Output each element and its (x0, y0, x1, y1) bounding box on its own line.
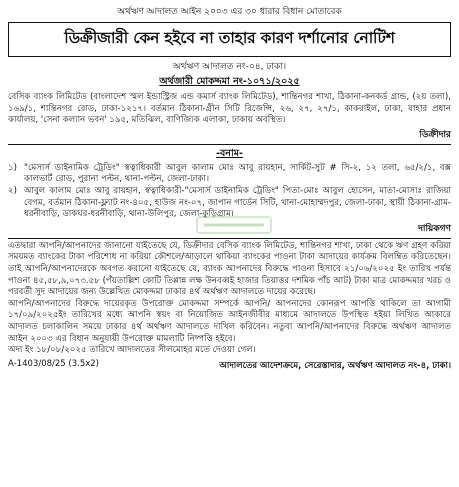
divider (8, 144, 451, 145)
footer (8, 359, 451, 373)
defendant-text: "মেসার্স ডাইনামিক ট্রেডিং" স্বত্বাধিকারী আবুল কালাম মোঃ আবু রায়হান, সার্কিট-সুট # সি-২, ১২ তলা, ৬৫/২/১, বক্স কালভার্ট রোড, পুরানা পল্টন, থানা-পল্টন, জেলা-ঢাকা। (24, 162, 451, 185)
plaintiff-details: বেসিক ব্যাংক লিমিটেড (বাংলাদেশ স্মল ইন্ডাস্ট্রিজ এন্ড কমার্স ব্যাংক লিমিটেড), শান্তিনগর শাখা, ঠিকানা-কনকর্ড গ্রান্ড, (২য় তলা), ১৬৯/১, শান্তিনগর রোড, ঢাকা-১২১৭। বর্তমান ঠিকানা-গ্রীন সিটি রিজেন্সি, ২৬, ২৭, ২৭/১, কাকরাইল, ঢাকা, যাহার প্রধান কার্যালয়, 'সেনা কল্যান ভবন' ১৯৫, মতিঝিল, বাণিজ্যিক এলাকা, ঢাকায় অবস্থিত। (8, 92, 451, 126)
defendant-text: আবুল কালাম মোঃ আবু রায়হান, স্বত্বাধিকারী-"মেসার্স ডাইনামিক ট্রেডিং" পিতা-মোঃ আবুল হোসেন, মাতা-মোসাঃ রাজিয়া বেগম, বর্তমান ঠিকানা-ফ্ল্যাট নং-৪০৫, হাউজ নং-০৭, জাপান গার্ডেন সিটি, থানা-মোহাম্মদপুর, জেলা-ঢাকা, স্থায়ী ঠিকানা-গ্রাম- ধরনীবাড়ি, ডাকঘর-ধরনীবাড়ি, থানা-উলিপুর, জেলা-কুড়িগ্রাম। (24, 185, 451, 220)
defendant-number: ১) (8, 162, 17, 173)
ad-code: A-1403/08/25 (3.5x2) (8, 358, 99, 369)
defendant-role: দায়িকগণ (418, 223, 451, 234)
divider (8, 238, 451, 239)
plaintiff-role: ডিক্রীদার (419, 129, 451, 140)
newspaper-watermark-logo (196, 214, 272, 236)
court-name: অর্থঋণ আদালত নং-০৪, ঢাকা। (172, 62, 287, 72)
defendant-number: ২) (8, 185, 17, 196)
law-reference: অর্থঋণ আদালত আইন ২০০৩ এর ৩০ ধারার বিধান মোতাবেক (117, 7, 342, 17)
notice-page (0, 4, 459, 487)
case-number: অর্থজারী মোকদ্দমা নং-১০৭১/২০২৫ (159, 76, 300, 87)
notice-title: ডিক্রীজারী কেন হইবে না তাহার কারণ দর্শানোর নোটিশ (8, 22, 451, 57)
notice-body: এতদ্বারা আপনি/আপনাদের জানানো যাইতেছে যে, ডিক্রীদার বেসিক ব্যাংক লিমিটেড, শান্তিনগর শাখা, ঢাকা থেকে ঋণ গ্রহণ করিয়া সময়মত ব্যাংকের টাকা পরিশোধ না করিয়া কৌশলে/আড়ালে থাকিয়া ব্যাংকের পাওনা টাকা আদায়ের কার্যক্রম বিলম্বিত করিতেছেন। তাই আপনি/আপনাদেরকে অবগত করানো যাইতেছে যে, ব্যাংক আপনাদের বিরুদ্ধে পাওনা হিসাবে ২১/০৬/২০২৫ ইং তারিখ পর্যন্ত পাওনা ৪৫,৫৮,৯,০৭৩.৫৮ (পঁয়তাল্লিশ কোটি তিপ্পান্ন লক্ষ উনবব্বই হাজার তিয়াত্তর দশমিক পাঁচ আট) টাকা মাত্র মোকদ্দমার খরচ ও পরবর্তী সুদ আদায়ের জন্য উল্লেখিত মোকদ্দমা ঢাকার ৪র্থ অর্থঋণ আদালতে দায়ের করেছে। (8, 240, 451, 298)
notice-body-2: আপনি/আপনাদের বিরুদ্ধে দায়েরকৃত উপরোক্ত মোকদ্দমা সম্পর্কে আপনি/ আপনাদের কোনরূপ আপত্তি থাকিলে তা আগামী ১৭/০৯/২০২৫ইং তারিখের মধ্যে আপনি স্বয়ং বা নিয়োজিত আইনজীবীর মাধ্যমে আদালতে উপস্থিত হইয়া লিখিত আকারে আদালত চলাকালিন সময়ে ঢাকার ৪র্থ অর্থঋণ আদালতে দাখিল করিবেন। নতুবা আপনি/আপনাদের বিরুদ্ধে অর্থঋণ আদালত আইন ২০০৩ এর বিধান অনুযায়ী উপরোক্ত মামলাটি নিষ্পত্তি হইবে। (8, 298, 451, 344)
versus-heading: -বনাম- (216, 147, 243, 159)
defendant-item (8, 163, 451, 186)
issue-date-line: অদ্য ইং ১৮/০৮/২০২৫ তারিখে আদালতের সীলমোহর মতে দেওয়া গেল। (8, 345, 256, 356)
issuing-authority: আদালতের আদেশক্রমে, সেরেস্তাদার, অর্থঋণ আদালত নং-৪, ঢাকা। (219, 360, 451, 371)
